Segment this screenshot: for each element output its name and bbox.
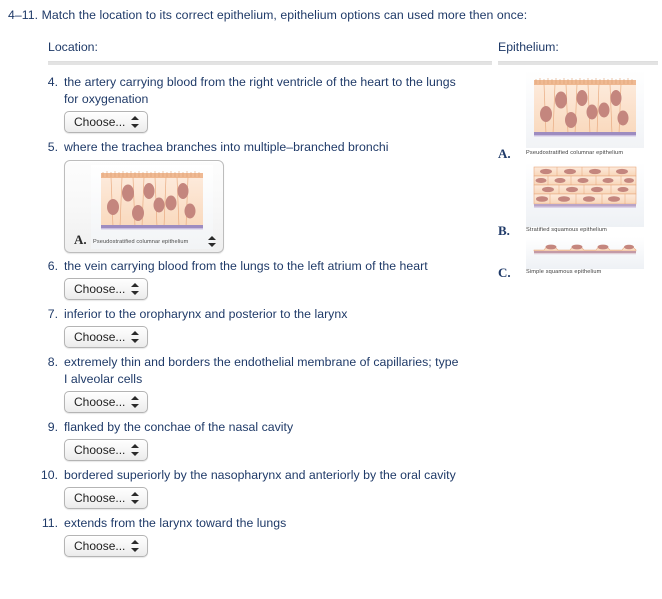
answer-select-label: Choose... <box>74 539 126 553</box>
answer-select-wrapper <box>64 439 494 461</box>
pseudostratified-columnar-epithelium-diagram <box>526 70 644 148</box>
answer-select-9[interactable] <box>64 439 148 461</box>
question-item <box>34 258 494 305</box>
selected-option-letter: A. <box>74 232 87 247</box>
question-number: 10. <box>40 468 58 482</box>
answer-select-wrapper <box>64 535 494 557</box>
answer-select-5[interactable] <box>64 160 224 253</box>
stratified-squamous-epithelium-diagram <box>526 163 644 227</box>
chevron-updown-icon <box>131 330 140 344</box>
question-number: 4. <box>47 75 58 89</box>
chevron-updown-icon <box>131 115 140 129</box>
chevron-updown-icon <box>131 443 140 457</box>
question-prompt: 4–11. Match the location to its correct epithelium, epithelium options can used more then once: <box>8 8 528 22</box>
answer-select-wrapper <box>64 391 494 413</box>
option-b-letter: B. <box>498 223 510 238</box>
epithelium-column-header-group <box>498 40 658 65</box>
question-text: the vein carrying blood from the lungs to the left atrium of the heart <box>64 259 428 273</box>
location-column-header: Location: <box>48 40 98 54</box>
answer-select-6[interactable] <box>64 278 148 300</box>
answer-select-label: Choose... <box>74 115 126 129</box>
option-c-caption: Simple squamous epithelium <box>526 269 602 275</box>
question-number: 6. <box>47 259 58 273</box>
question-item <box>34 139 494 257</box>
question-number: 8. <box>47 355 58 369</box>
question-text: bordered superiorly by the nasopharynx and anteriorly by the oral cavity <box>64 468 456 482</box>
question-number: 11. <box>41 516 58 530</box>
question-item <box>34 354 494 418</box>
answer-select-10[interactable] <box>64 487 148 509</box>
answer-select-7[interactable] <box>64 326 148 348</box>
question-item <box>34 467 494 514</box>
option-b-caption: Stratified squamous epithelium <box>526 227 607 233</box>
pseudostratified-columnar-epithelium-figure <box>91 165 213 249</box>
question-number: 9. <box>47 420 58 434</box>
question-text: extremely thin and borders the endothelial membrane of capillaries; type I alveolar cells <box>64 355 459 386</box>
option-c-letter: C. <box>498 265 511 280</box>
chevron-updown-icon <box>131 282 140 296</box>
answer-select-label: Choose... <box>74 443 126 457</box>
answer-select-label: Choose... <box>74 491 126 505</box>
chevron-updown-icon <box>131 395 140 409</box>
location-column-header-group <box>48 40 492 65</box>
option-a-letter: A. <box>498 146 511 161</box>
question-number: 5. <box>47 140 58 154</box>
answer-select-label: Choose... <box>74 330 126 344</box>
location-column-divider <box>48 61 492 65</box>
option-a-caption: Pseudostratified columnar epithelium <box>526 150 624 156</box>
answer-select-label: Choose... <box>74 282 126 296</box>
chevron-updown-icon <box>131 539 140 553</box>
answer-select-wrapper <box>64 326 494 348</box>
question-item <box>34 515 494 562</box>
answer-select-8[interactable] <box>64 391 148 413</box>
question-item <box>34 419 494 466</box>
question-text: the artery carrying blood from the right ventricle of the heart to the lungs for oxygenation <box>64 75 456 106</box>
question-list <box>34 74 494 563</box>
question-item <box>34 306 494 353</box>
selected-option-caption: Pseudostratified columnar epithelium <box>93 239 189 245</box>
question-number: 7. <box>47 307 58 321</box>
chevron-updown-icon <box>131 491 140 505</box>
question-text: inferior to the oropharynx and posterior to the larynx <box>64 307 348 321</box>
answer-select-4[interactable] <box>64 111 148 133</box>
simple-squamous-epithelium-diagram <box>526 237 644 269</box>
question-text: flanked by the conchae of the nasal cavity <box>64 420 294 434</box>
epithelium-column-divider <box>498 61 658 65</box>
answer-select-11[interactable] <box>64 535 148 557</box>
question-text: extends from the larynx toward the lungs <box>64 516 287 530</box>
epithelium-column-header: Epithelium: <box>498 40 559 54</box>
answer-select-wrapper <box>64 111 494 133</box>
answer-select-wrapper <box>64 487 494 509</box>
question-item <box>34 74 494 138</box>
chevron-updown-icon <box>208 235 217 248</box>
answer-select-wrapper <box>64 278 494 300</box>
question-text: where the trachea branches into multiple–branched bronchi <box>64 140 389 154</box>
selected-epithelium-image <box>91 165 213 249</box>
answer-select-label: Choose... <box>74 395 126 409</box>
